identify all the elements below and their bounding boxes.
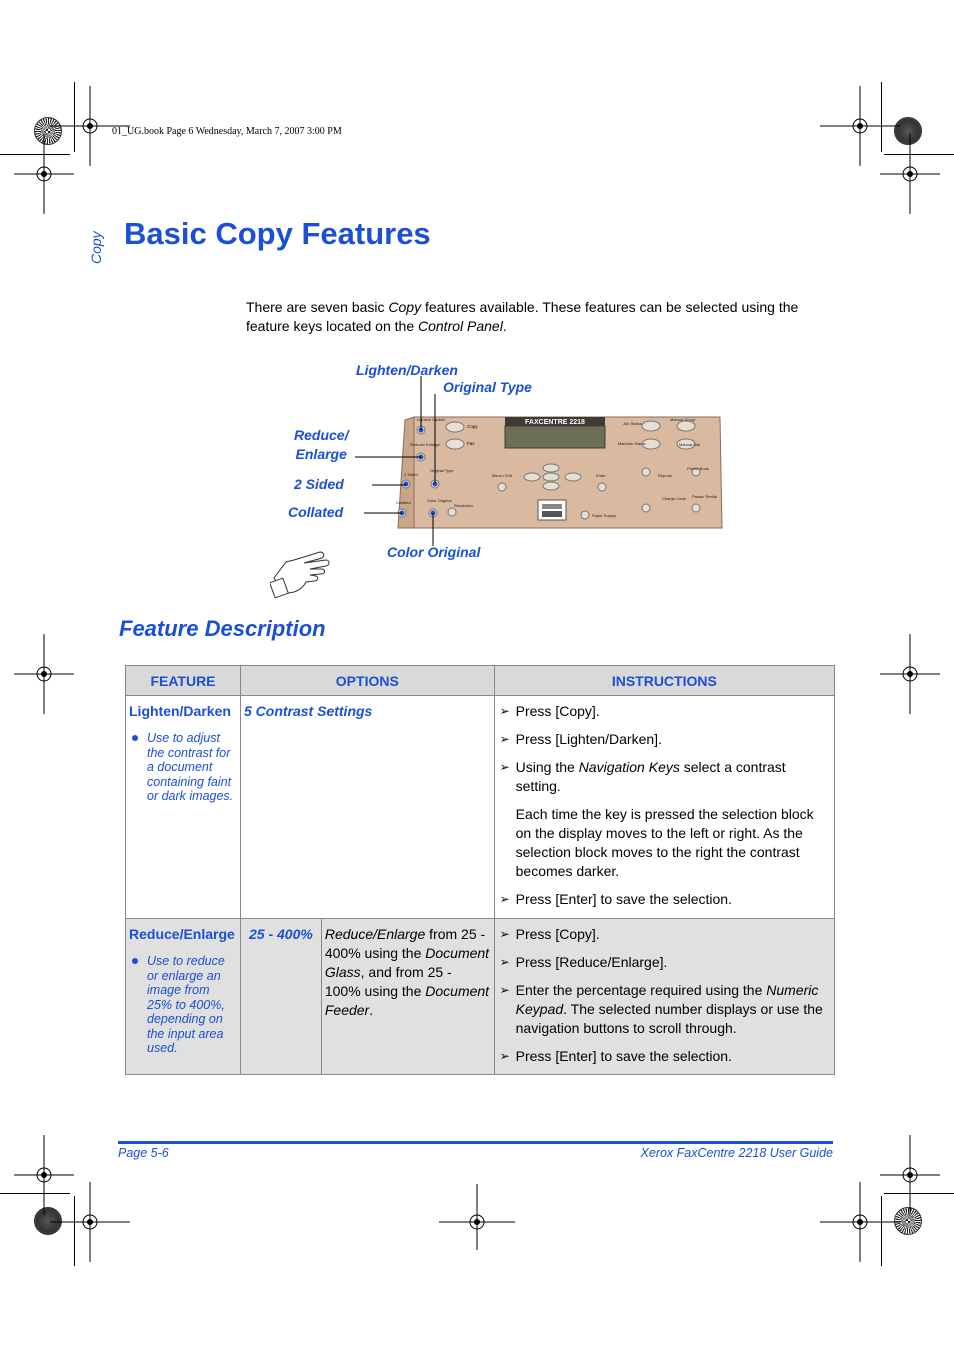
instruction-step: [498, 981, 831, 1038]
feature-name: Lighten/Darken: [129, 703, 231, 719]
option-label: 5 Contrast Settings: [243, 703, 373, 719]
intro-emphasis: Control Panel: [418, 318, 503, 334]
intro-emphasis: Copy: [388, 299, 422, 315]
panel-fax-label: Fax: [467, 441, 475, 446]
footer-guide-title: Xerox FaxCentre 2218 User Guide: [640, 1146, 833, 1160]
option-emphasis: Document Feeder: [324, 983, 490, 1018]
intro-text: .: [502, 318, 507, 334]
panel-copy-label: Copy: [467, 424, 478, 429]
panel-collated-label: Collated: [396, 500, 411, 505]
panel-pause-redial-label: Pause/ Redial: [692, 494, 717, 499]
arrow-bullet-icon: ➢: [499, 927, 510, 941]
panel-phone-book-label: Phone Book: [687, 466, 709, 471]
option-text: from 25 - 400% using the: [324, 926, 486, 961]
feature-note-text: Use to reduce or enlarge an image from 25% to 400%, depending on the input area used.: [147, 954, 225, 1055]
step-text: select a contrast setting.: [515, 759, 786, 794]
table-header-row: [126, 666, 835, 696]
step-emphasis: Navigation Keys: [578, 759, 680, 775]
footer-page-number: Page 5-6: [118, 1146, 169, 1160]
callout-color-original: Color Original: [387, 544, 481, 560]
step-text: Press [Copy].: [515, 703, 600, 719]
callout-collated: Collated: [288, 504, 344, 520]
pointing-hand-icon: [270, 548, 334, 600]
arrow-bullet-icon: ➢: [499, 1049, 510, 1063]
step-text: . The selected number displays or use the navigation buttons to scroll through.: [515, 1001, 823, 1036]
arrow-bullet-icon: ➢: [499, 760, 510, 774]
instruction-step: [498, 702, 831, 721]
feature-note-text: Use to adjust the contrast for a document containing faint or dark images.: [147, 731, 234, 803]
table-row: [126, 696, 835, 919]
panel-lighten-darken-label: Lighten/ Darken: [417, 417, 446, 422]
page-title: Basic Copy Features: [124, 216, 431, 251]
panel-job-status-label: Job Status: [623, 421, 642, 426]
callout-reduce-line2: Enlarge: [295, 446, 347, 462]
option-text: , and from 25 - 100% using the: [324, 964, 452, 999]
callout-reduce-enlarge: [294, 426, 348, 464]
panel-two-sided-label: 2 Sided: [404, 472, 418, 477]
instruction-step: [498, 953, 831, 972]
step-text: Press [Copy].: [515, 926, 600, 942]
panel-reports-label: Reports: [658, 473, 673, 478]
callout-original-type: Original Type: [443, 379, 532, 395]
column-header-feature: FEATURE: [126, 666, 241, 696]
panel-reduce-enlarge-label: Reduce/ Enlarge: [410, 442, 440, 447]
callout-two-sided: 2 Sided: [294, 476, 344, 492]
option-emphasis: Reduce/Enlarge: [324, 926, 426, 942]
feature-note: [129, 954, 237, 1056]
arrow-bullet-icon: ➢: [499, 955, 510, 969]
panel-brand: FAXCENTRE 2218: [525, 419, 585, 426]
arrow-bullet-icon: ➢: [499, 983, 510, 997]
control-panel-figure: [280, 360, 740, 600]
panel-manual-group-label: Manual Group: [670, 417, 696, 422]
feature-table: [125, 665, 835, 1075]
instruction-step: [498, 1047, 831, 1066]
option-description-cell: [321, 919, 494, 1075]
section-title: Feature Description: [119, 616, 326, 641]
instruction-step: [498, 890, 831, 909]
step-text: Press [Reduce/Enlarge].: [515, 954, 668, 970]
option-cell: [240, 919, 321, 1075]
instructions-cell: [494, 919, 834, 1075]
panel-paper-supply-label: Paper Supply: [592, 513, 617, 518]
table-row: [126, 919, 835, 1075]
feature-cell: [126, 919, 241, 1075]
panel-menu-exit-label: Menu / Exit: [492, 473, 513, 478]
callout-reduce-line1: Reduce/: [294, 427, 349, 443]
step-emphasis: Numeric Keypad: [515, 982, 819, 1017]
side-tab-label: Copy: [88, 231, 104, 264]
intro-text: There are seven basic: [246, 299, 389, 315]
panel-manual-dial-label: Manual Dial: [679, 442, 701, 447]
column-header-instructions: INSTRUCTIONS: [494, 666, 834, 696]
panel-charge-code-label: Charge Code: [662, 496, 686, 501]
panel-machine-status-label: Machine Status: [618, 441, 646, 446]
arrow-bullet-icon: ➢: [499, 732, 510, 746]
step-text: Press [Enter] to save the selection.: [515, 1048, 732, 1064]
bullet-icon: [132, 735, 138, 741]
callout-lighten-darken: Lighten/Darken: [356, 362, 458, 378]
intro-paragraph: [246, 298, 836, 336]
instruction-list: [498, 925, 831, 1066]
instruction-step: [498, 758, 831, 796]
column-header-options: OPTIONS: [240, 666, 494, 696]
panel-enter-label: Enter: [596, 473, 606, 478]
intro-text: features available. These features can be selected using the feature keys located on the: [246, 299, 799, 334]
footer-rule: [118, 1141, 833, 1144]
instruction-step: [498, 925, 831, 944]
panel-color-original-label: Color Original: [427, 498, 452, 503]
arrow-bullet-icon: ➢: [499, 892, 510, 906]
feature-note: [129, 731, 237, 804]
bullet-icon: [132, 958, 138, 964]
header-stamp: 01_UG.book Page 6 Wednesday, March 7, 2007 3:00 PM: [112, 126, 342, 137]
panel-original-type-label: Original Type: [430, 468, 454, 473]
feature-cell: [126, 696, 241, 919]
step-text: Using the: [515, 759, 579, 775]
step-text: Press [Lighten/Darken].: [515, 731, 662, 747]
option-cell: [240, 696, 494, 919]
arrow-bullet-icon: ➢: [499, 704, 510, 718]
feature-name: Reduce/Enlarge: [129, 926, 235, 942]
panel-resolution-label: Resolution: [454, 503, 473, 508]
step-text: Enter the percentage required using the: [515, 982, 767, 998]
instructions-cell: [494, 696, 834, 919]
option-text: .: [369, 1002, 374, 1018]
instruction-list: [498, 702, 831, 909]
control-panel-drawing: [280, 360, 740, 600]
side-tab: [84, 226, 108, 266]
instruction-step: [498, 730, 831, 749]
step-text: Press [Enter] to save the selection.: [515, 891, 732, 907]
option-emphasis: Document Glass: [324, 945, 490, 980]
option-label: 25 - 400%: [249, 926, 313, 942]
instruction-paragraph: Each time the key is pressed the selection block on the display moves to the left or right. As the selection block moves to the right the contrast becomes darker.: [515, 806, 814, 879]
